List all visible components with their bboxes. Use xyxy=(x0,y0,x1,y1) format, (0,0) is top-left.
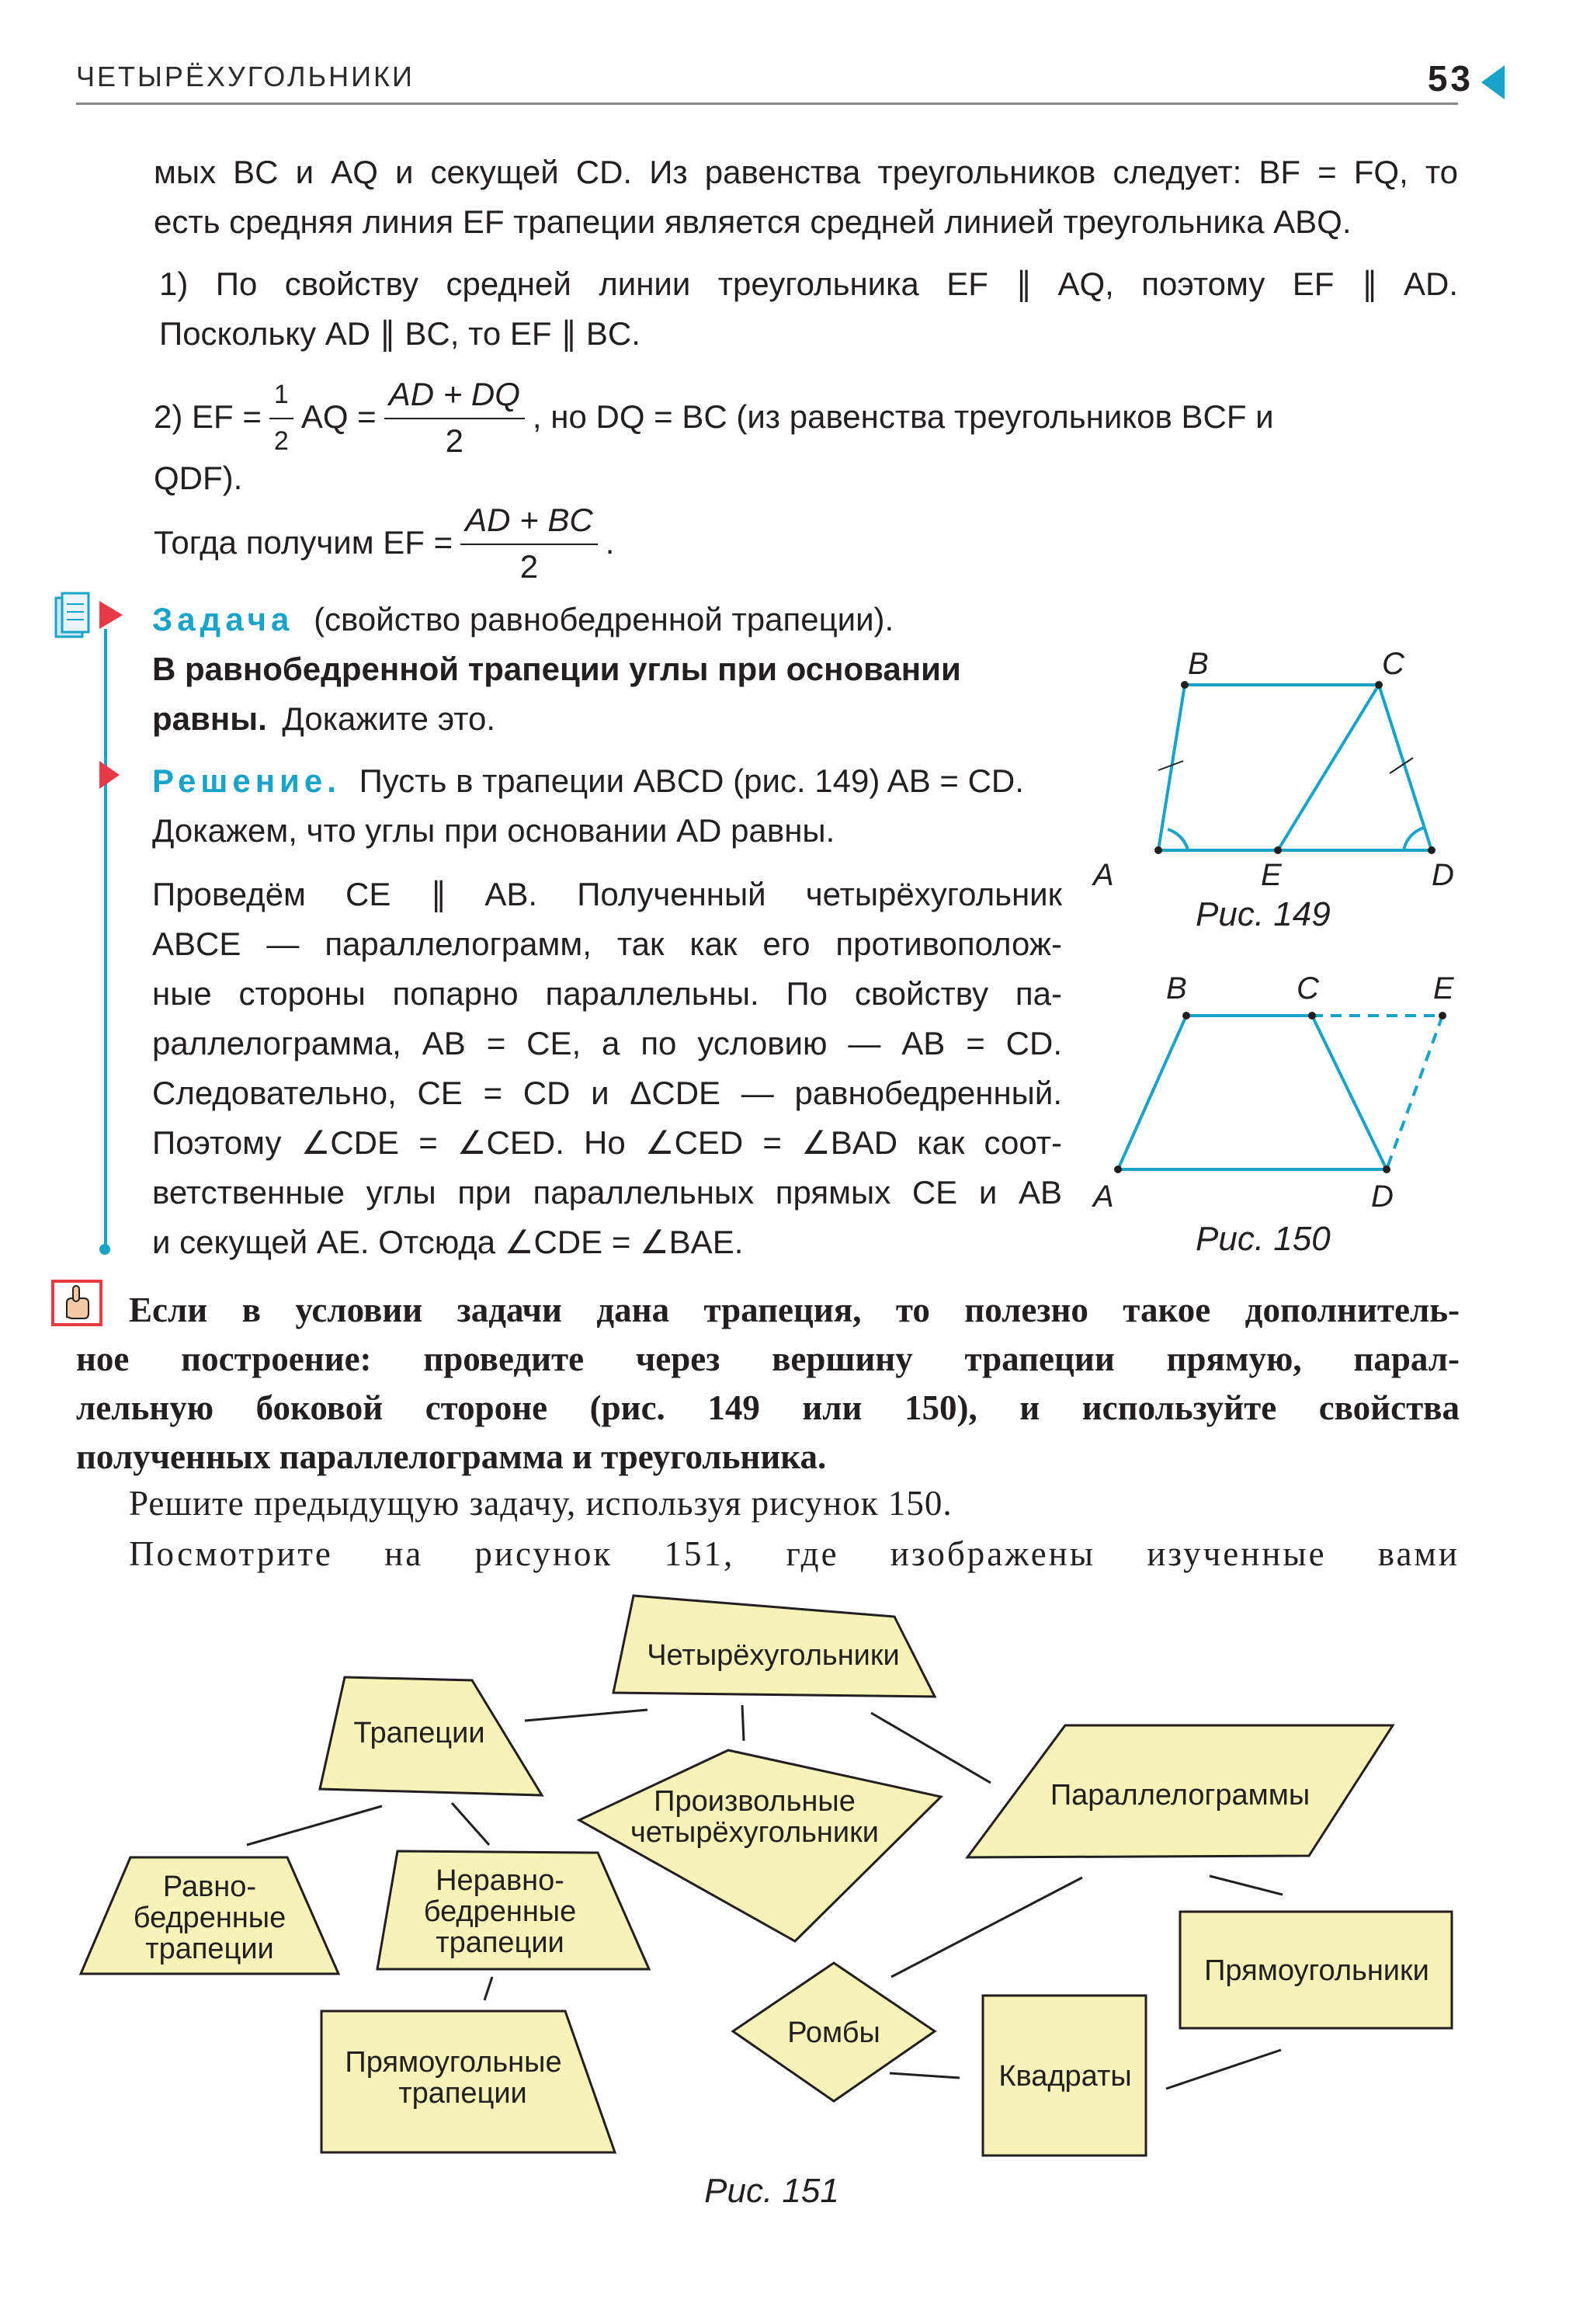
solution-p5: Следовательно, CE = CD и ΔCDE — равнобедренный. xyxy=(152,1075,1062,1111)
tip-line1: Если в условии задачи дана трапеция, то полезно такое дополнитель- xyxy=(129,1291,1460,1329)
trapezoid-abcd xyxy=(1158,685,1432,850)
then-fraction xyxy=(460,497,598,589)
item2-frac-num: AD + DQ xyxy=(384,371,525,419)
node-parallelograms: Параллелограммы xyxy=(1050,1779,1311,1812)
node-nonisosceles-line1: Неравно- xyxy=(436,1864,564,1897)
angle-d-arc xyxy=(1404,828,1424,850)
node-quadrilaterals: Четырёхугольники xyxy=(647,1639,900,1672)
solution-p6: Поэтому ∠CDE = ∠CED. Но ∠CED = ∠BAD как соот- xyxy=(152,1124,1062,1161)
segment-ce xyxy=(1278,685,1379,850)
item2-suffix: , но DQ = BC (из равенства треугольников BCF и xyxy=(532,398,1274,435)
solution-marker-icon xyxy=(99,761,120,789)
node-nonisosceles-line2: бедренные xyxy=(423,1895,577,1928)
dashed-ed xyxy=(1387,1016,1442,1169)
node-arbitrary-line2: четырёхугольники xyxy=(630,1816,880,1849)
task-statement-line1: В равнобедренной трапеции углы при основании xyxy=(152,651,961,687)
figure-150 xyxy=(1087,963,1491,1266)
item2-line2: QDF). xyxy=(154,460,243,496)
tip-line2: ное построение: проведите через вершину трапеции прямую, парал- xyxy=(76,1339,1460,1378)
solution-p3: ные стороны попарно параллельны. По свойству па- xyxy=(152,975,1062,1012)
exercise-line2: Посмотрите на рисунок 151, где изображены изученные вами xyxy=(129,1534,1460,1573)
page-number: 53 xyxy=(1427,58,1474,99)
item1-line1: 1) По свойству средней линии треугольника EF ∥ AQ, поэтому EF ∥ AD. xyxy=(159,266,1458,302)
node-rectangles: Прямоугольники xyxy=(1204,1954,1429,1987)
figure-149 xyxy=(1087,637,1491,963)
node-isosceles-line3: трапеции xyxy=(145,1933,274,1965)
trapezoid-abcd xyxy=(1118,1016,1387,1169)
then-formula xyxy=(154,497,614,589)
solution-p7: ветственные углы при параллельных прямых CE и AB xyxy=(152,1174,1062,1211)
fig149-label-d: D xyxy=(1432,858,1454,892)
then-frac-num: AD + BC xyxy=(460,497,598,545)
page-arrow-icon xyxy=(1481,65,1505,99)
fig149-caption: Рис. 149 xyxy=(1196,895,1331,933)
fig150-label-b: B xyxy=(1166,971,1187,1006)
para1-line2: есть средняя линия EF трапеции является средней линией треугольника ABQ. xyxy=(154,203,1352,240)
item2-aq: AQ = xyxy=(300,398,377,435)
running-header: ЧЕТЫРЁХУГОЛЬНИКИ xyxy=(76,61,415,92)
fig149-label-c: C xyxy=(1382,647,1404,681)
exercise-line1: Решите предыдущую задачу, используя рисунок 150. xyxy=(129,1484,953,1523)
task-side-bar xyxy=(104,629,107,1249)
tip-line3: лельную боковой стороне (рис. 149 или 150), и используйте свойства xyxy=(76,1388,1460,1427)
solution-label: Решение. xyxy=(152,763,341,799)
half-den: 2 xyxy=(273,426,289,456)
solution-line2: Докажем, что углы при основании AD равны. xyxy=(152,812,835,849)
fig150-caption: Рис. 150 xyxy=(1196,1220,1331,1258)
fig150-label-a: A xyxy=(1093,1179,1114,1214)
header-rule xyxy=(76,102,1458,105)
fig149-label-e: E xyxy=(1261,858,1282,892)
then-frac-den: 2 xyxy=(519,548,539,585)
task-book-icon xyxy=(48,590,134,652)
solution-p1: Проведём CE ∥ AB. Полученный четырёхугольник xyxy=(152,876,1062,912)
node-isosceles-line2: бедренные xyxy=(133,1902,286,1934)
fig149-label-a: A xyxy=(1093,858,1114,892)
angle-a-arc xyxy=(1168,829,1188,850)
task-statement-line2 xyxy=(152,694,495,744)
item2-frac-den: 2 xyxy=(445,422,463,459)
task-statement-bold: равны. xyxy=(152,700,267,737)
node-rhombi: Ромбы xyxy=(787,2017,880,2049)
half-num: 1 xyxy=(269,371,293,419)
task-statement-rest: Докажите это. xyxy=(282,700,496,737)
node-trapezoids: Трапеции xyxy=(353,1717,485,1749)
then-suffix: . xyxy=(605,524,615,561)
fig150-label-e: E xyxy=(1433,971,1454,1006)
solution-line1 xyxy=(152,756,1024,806)
node-right-trapezoids-line1: Прямоугольные xyxy=(345,2046,562,2079)
node-squares: Квадраты xyxy=(998,2060,1132,2093)
task-title xyxy=(152,595,894,644)
item2-formula xyxy=(154,371,1274,463)
solution-p2: ABCE — параллелограмм, так как его противополож- xyxy=(152,926,1062,962)
tip-line4: полученных параллелограмма и треугольника. xyxy=(76,1437,827,1476)
fig151-caption: Рис. 151 xyxy=(704,2172,839,2210)
item2-fraction xyxy=(384,371,525,463)
node-right-trapezoids-line2: трапеции xyxy=(398,2077,527,2110)
solution-p4: раллелограмма, AB = CE, а по условию — AB = CD. xyxy=(152,1025,1062,1061)
solution-p8: и секущей AE. Отсюда ∠CDE = ∠BAE. xyxy=(152,1224,744,1260)
half-fraction xyxy=(269,371,293,463)
fig149-label-b: B xyxy=(1188,647,1209,681)
node-isosceles-line1: Равно- xyxy=(162,1871,257,1903)
item2-prefix: 2) EF = xyxy=(154,398,262,435)
para1-line1: мых BC и AQ и секущей CD. Из равенства треугольников следует: BF = FQ, то xyxy=(154,154,1458,190)
pointing-hand-icon xyxy=(51,1280,106,1328)
node-nonisosceles-line3: трапеции xyxy=(436,1926,564,1959)
task-label: Задача xyxy=(152,601,294,637)
solution-line1-text: Пусть в трапеции ABCD (рис. 149) AB = CD. xyxy=(359,763,1024,799)
task-title-rest: (свойство равнобедренной трапеции). xyxy=(314,601,894,637)
fig150-label-d: D xyxy=(1371,1179,1394,1214)
item1-line2: Поскольку AD ∥ BC, то EF ∥ BC. xyxy=(159,315,641,352)
task-side-bar-end xyxy=(99,1244,110,1255)
then-prefix: Тогда получим EF = xyxy=(154,524,453,561)
node-arbitrary-line1: Произвольные xyxy=(654,1785,856,1818)
figure-151 xyxy=(0,1584,1590,2244)
fig150-label-c: C xyxy=(1297,971,1319,1006)
